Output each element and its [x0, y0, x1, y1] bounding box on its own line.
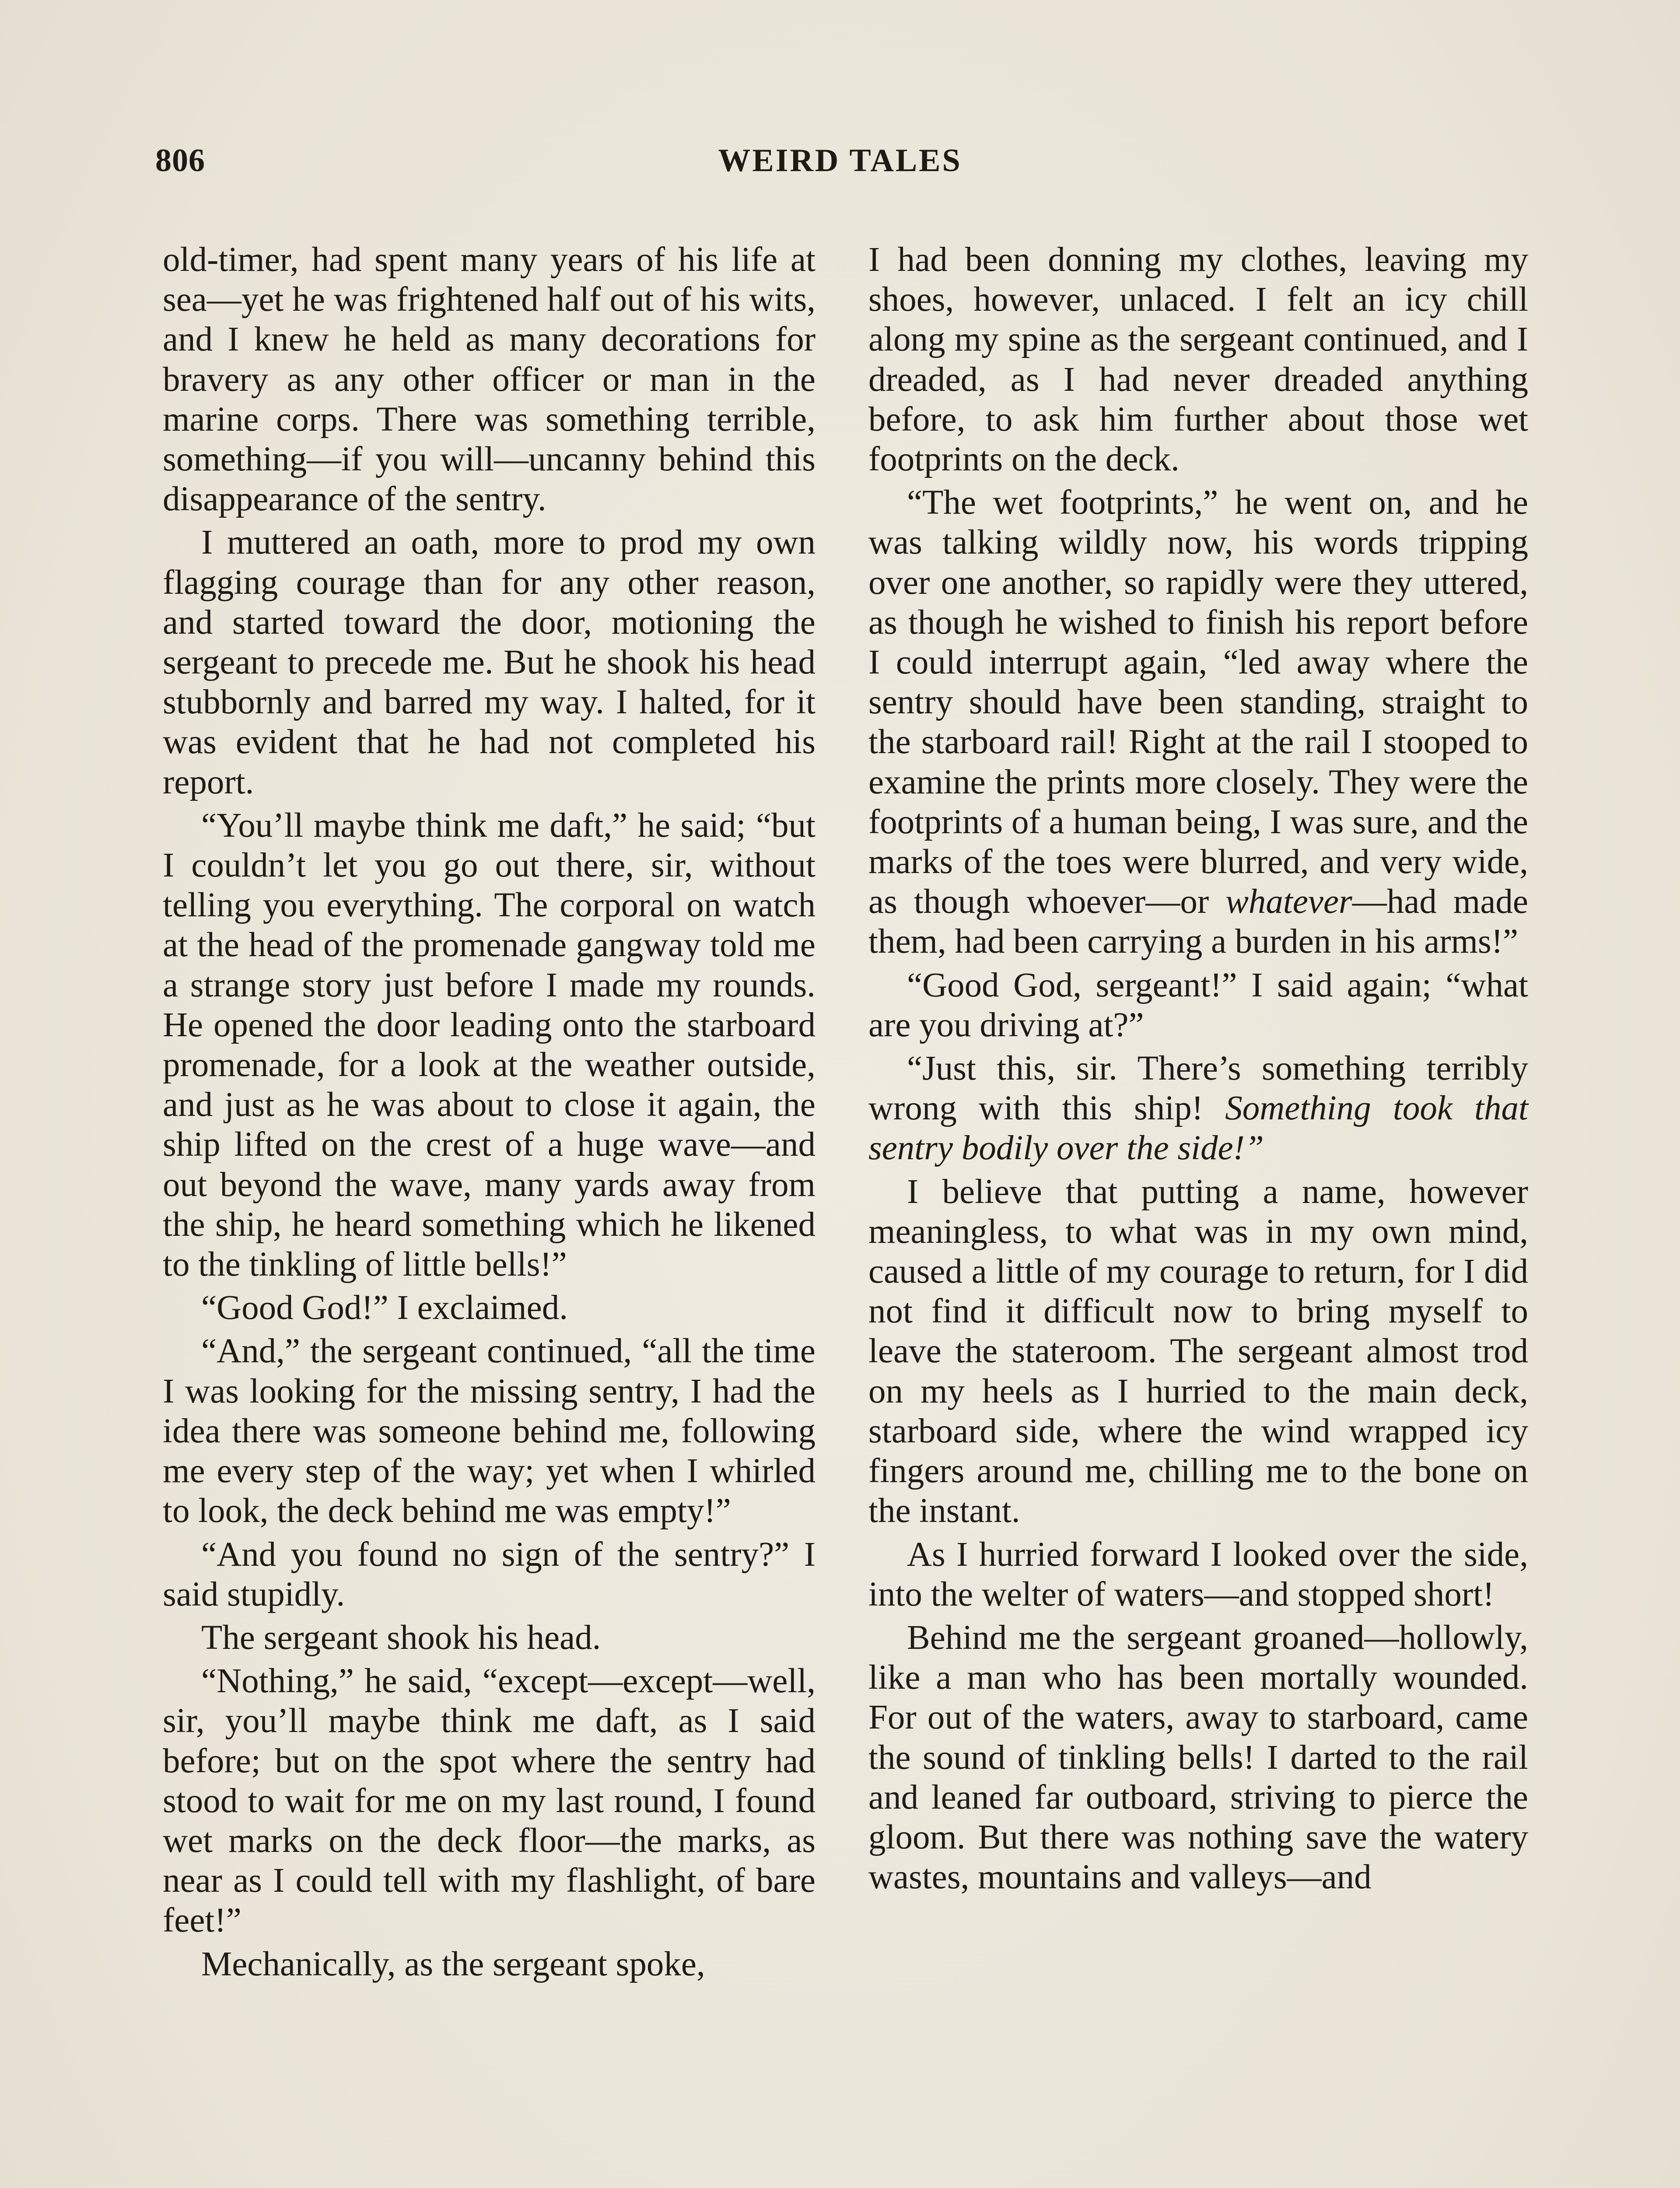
- paragraph-text: “Just this, sir. There’s something terribly wrong with this ship!: [868, 1049, 1528, 1128]
- paragraph-text: “The wet footprints,” he went on, and he was talking wildly now, his words tripping over one another, so rapidly were they uttered, as though he wished to finish his report before I could interrupt again, “led away where the sentry should have been standing, straight to the starboard rail! Right at the rail I stooped to examine the prints more closely. They were the footprints of a human being, I was sure, and the marks of the toes were blurred, and very wide, as though whoever—or: [868, 484, 1528, 921]
- paragraph: “And you found no sign of the sentry?” I said stupidly.: [163, 1535, 816, 1613]
- left-text-column: [163, 240, 816, 1988]
- paragraph: [868, 483, 1528, 961]
- running-head-title: WEIRD TALES: [718, 143, 962, 179]
- page-number: 806: [155, 143, 205, 179]
- italic-word: whatever: [1225, 883, 1352, 921]
- italic-sentence: Something took that sentry bodily over the side!”: [868, 1089, 1528, 1168]
- paragraph: Mechanically, as the sergeant spoke,: [201, 1945, 705, 1983]
- paragraph: “Good God, sergeant!” I said again; “what are you driving at?”: [868, 966, 1528, 1044]
- paragraph: I believe that putting a name, however meaningless, to what was in my own mind, caused a little of my courage to return, for I did not find it difficult now to bring myself to leave the stateroom. The sergeant almost trod on my heels as I hurried to the main deck, starboard side, where the wind wrapped icy fingers around me, chilling me to the bone on the instant.: [868, 1172, 1528, 1530]
- paragraph: “Good God!” I exclaimed.: [201, 1289, 568, 1327]
- paragraph: “Nothing,” he said, “except—except—well, sir, you’ll maybe think me daft, as I said before; but on the spot where the sentry had stood to wait for me on my last round, I found wet marks on the deck floor—the marks, as near as I could tell with my flashlight, of bare feet!”: [163, 1662, 816, 1940]
- paragraph-continued: old-timer, had spent many years of his life at sea—yet he was frightened half out of his wits, and I knew he held as many decorations for bravery as any other officer or man in the marine corps. There was something terrible, something—if you will—uncanny behind this disappearance of the sentry.: [163, 241, 816, 519]
- right-text-column: [868, 240, 1528, 1900]
- paragraph: [868, 1048, 1528, 1168]
- paragraph: I muttered an oath, more to prod my own flagging courage than for any other reason, and started toward the door, motioning the sergeant to precede me. But he shook his head stubbornly and barred my way. I halted, for it was evident that he had not completed his report.: [163, 523, 816, 801]
- paragraph: As I hurried forward I looked over the side, into the welter of waters—and stopped short!: [868, 1535, 1528, 1613]
- paragraph: “You’ll maybe think me daft,” he said; “but I couldn’t let you go out there, sir, without telling you everything. The corporal on watch at the head of the promenade gangway told me a strange story just before I made my rounds. He opened the door leading onto the starboard promenade, for a look at the weather outside, and just as he was about to close it again, the ship lifted on the crest of a huge wave—and out beyond the wave, many yards away from the ship, he heard something which he likened to the tinkling of little bells!”: [163, 806, 816, 1284]
- paragraph-text: —had made them, had been carrying a burden in his arms!”: [868, 883, 1528, 961]
- paragraph: I had been donning my clothes, leaving my shoes, however, unlaced. I felt an icy chill along my spine as the sergeant continued, and I dreaded, as I had never dreaded anything before, to ask him further about those wet footprints on the deck.: [868, 241, 1528, 479]
- paragraph: Behind me the sergeant groaned—hollowly, like a man who has been mortally wounded. For out of the waters, away to starboard, came the sound of tinkling bells! I darted to the rail and leaned far outboard, striving to pierce the gloom. But there was nothing save the watery wastes, mountains and valleys—and: [868, 1618, 1528, 1897]
- paragraph: “And,” the sergeant continued, “all the time I was looking for the missing sentry, I had the idea there was someone behind me, following me every step of the way; yet when I whirled to look, the deck behind me was empty!”: [163, 1332, 816, 1530]
- paragraph: The sergeant shook his head.: [201, 1618, 601, 1657]
